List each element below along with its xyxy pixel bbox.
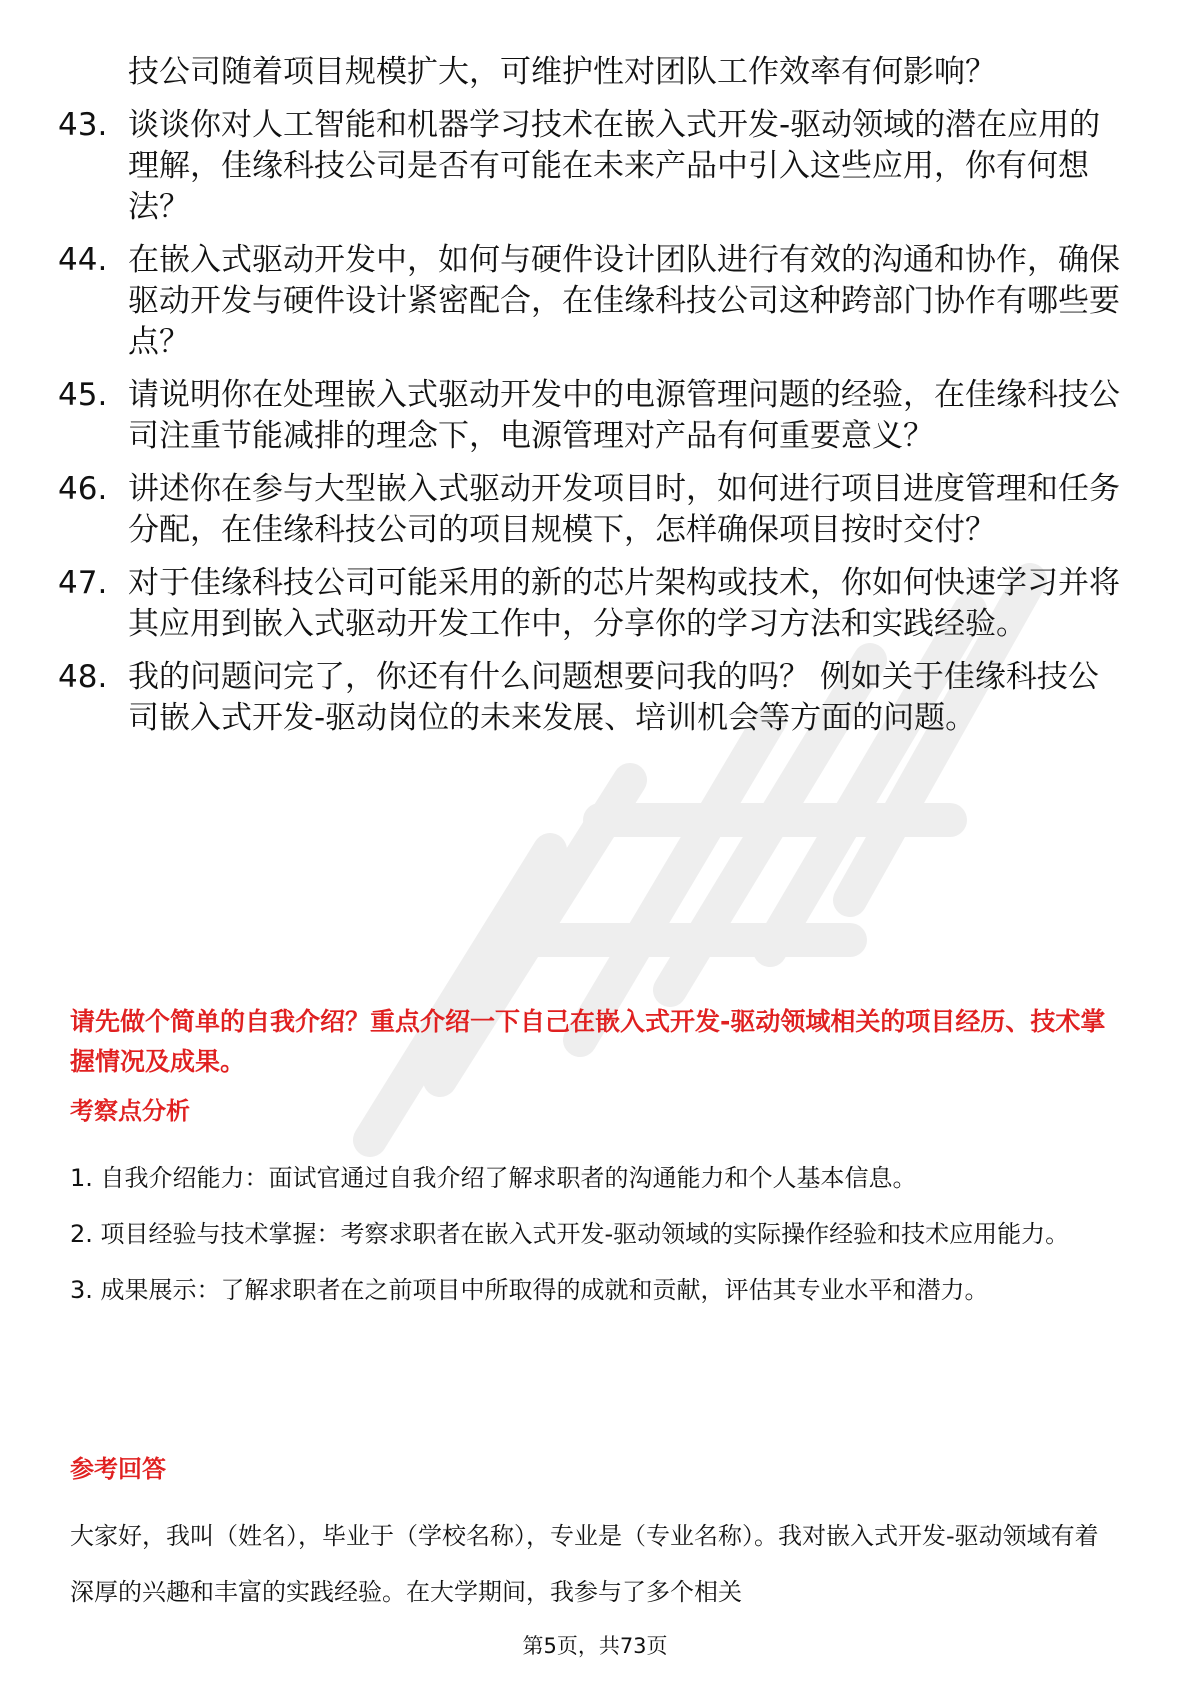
question-number: 47. (58, 565, 108, 601)
question-list (58, 52, 1128, 751)
question-item-45 (58, 375, 1128, 457)
highlighted-question: 请先做个简单的自我介绍？重点介绍一下自己在嵌入式开发-驱动领域相关的项目经历、技术掌握情况及成果。 (70, 1007, 1106, 1076)
analysis-point: 1. 自我介绍能力：面试官通过自我介绍了解求职者的沟通能力和个人基本信息。 (70, 1164, 917, 1192)
page-number: 第5页，共73页 (522, 1634, 668, 1658)
question-text: 讲述你在参与大型嵌入式驱动开发项目时，如何进行项目进度管理和任务分配，在佳缘科技公司的项目规模下，怎样确保项目按时交付？ (128, 471, 1120, 548)
question-text: 在嵌入式驱动开发中，如何与硬件设计团队进行有效的沟通和协作，确保驱动开发与硬件设计紧密配合，在佳缘科技公司这种跨部门协作有哪些要点？ (128, 242, 1120, 360)
question-number: 45. (58, 377, 108, 413)
question-text: 技公司随着项目规模扩大，可维护性对团队工作效率有何影响？ (128, 54, 996, 90)
question-item-43 (58, 105, 1128, 228)
question-item-46 (58, 469, 1128, 551)
analysis-point: 2. 项目经验与技术掌握：考察求职者在嵌入式开发-驱动领域的实际操作经验和技术应用能力。 (70, 1220, 1070, 1248)
question-item-44 (58, 240, 1128, 363)
analysis-points (70, 1150, 1120, 1318)
question-text: 请说明你在处理嵌入式驱动开发中的电源管理问题的经验，在佳缘科技公司注重节能减排的理念下，电源管理对产品有何重要意义？ (128, 377, 1120, 454)
question-continuation (58, 52, 1128, 93)
answer-title: 参考回答 (70, 1455, 166, 1483)
question-text: 谈谈你对人工智能和机器学习技术在嵌入式开发-驱动领域的潜在应用的理解，佳缘科技公司是否有可能在未来产品中引入这些应用，你有何想法？ (128, 107, 1101, 225)
analysis-point: 3. 成果展示：了解求职者在之前项目中所取得的成就和贡献，评估其专业水平和潜力。 (70, 1276, 989, 1304)
question-number: 43. (58, 107, 108, 143)
question-item-47 (58, 563, 1128, 645)
question-text: 我的问题问完了，你还有什么问题想要问我的吗？ 例如关于佳缘科技公司嵌入式开发-驱动岗位的未来发展、培训机会等方面的问题。 (128, 659, 1099, 736)
answer-text: 大家好，我叫（姓名），毕业于（学校名称），专业是（专业名称）。我对嵌入式开发-驱动领域有着深厚的兴趣和丰富的实践经验。在大学期间，我参与了多个相关 (70, 1522, 1099, 1606)
question-text: 对于佳缘科技公司可能采用的新的芯片架构或技术，你如何快速学习并将其应用到嵌入式驱动开发工作中，分享你的学习方法和实践经验。 (128, 565, 1120, 642)
question-item-48 (58, 657, 1128, 739)
analysis-title: 考察点分析 (70, 1097, 190, 1125)
question-number: 48. (58, 659, 108, 695)
question-number: 44. (58, 242, 108, 278)
question-number: 46. (58, 471, 108, 507)
